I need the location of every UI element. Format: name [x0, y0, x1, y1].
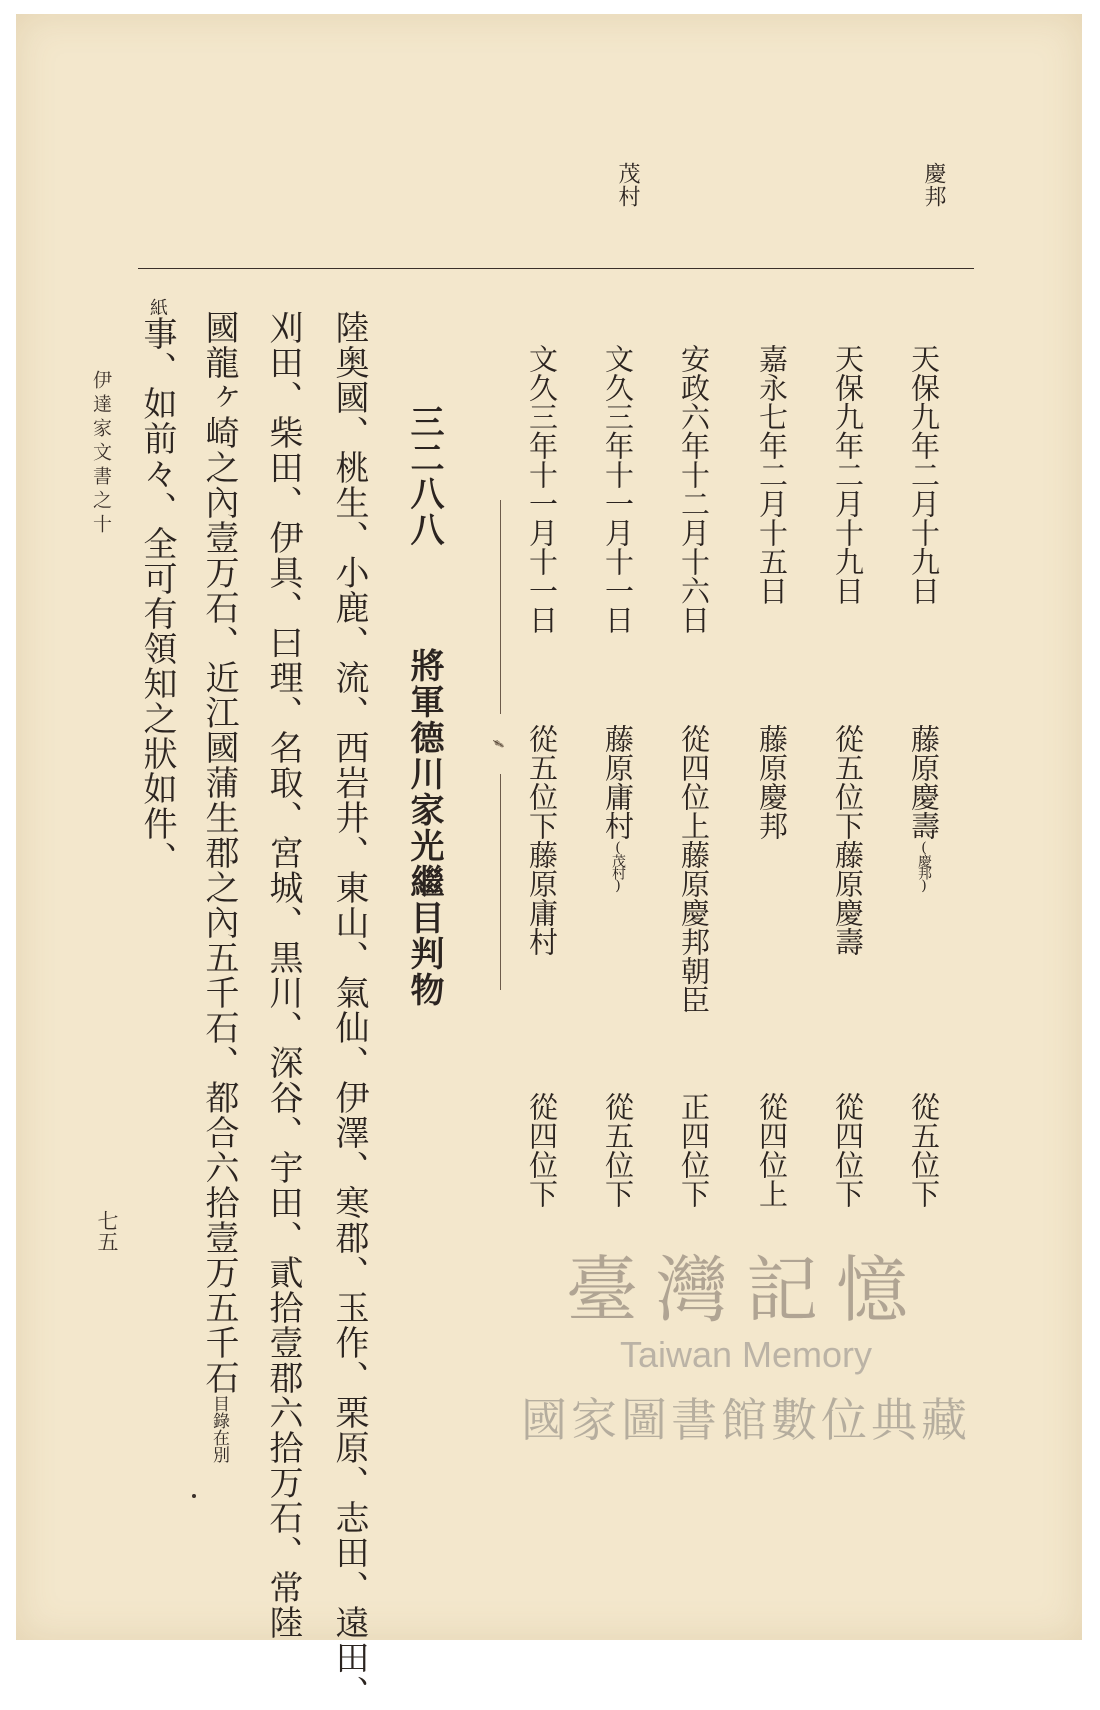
- document-heading: [400, 404, 449, 1008]
- entry-name: 藤原慶邦: [755, 724, 789, 840]
- divider-ornament: ⸙: [490, 714, 510, 774]
- entry-name: 從五位下藤原慶壽: [831, 724, 865, 956]
- entry-rank: 從四位下: [525, 1092, 559, 1208]
- inline-note: 目錄在別: [209, 1395, 229, 1463]
- page-number: 七五: [95, 1210, 119, 1252]
- watermark-institution: 國家圖書館數位典藏: [521, 1394, 971, 1446]
- entry-rank: 正四位下: [677, 1092, 711, 1208]
- entry-date: 天保九年二月十九日: [907, 344, 941, 605]
- entry-rank: 從五位下: [601, 1092, 635, 1208]
- watermark: [486, 1232, 1006, 1452]
- entry-rank: 從五位下: [907, 1092, 941, 1208]
- header-rule: [138, 268, 974, 269]
- entry-date: 安政六年十二月十六日: [677, 344, 711, 634]
- book-title: 伊達家文書之十: [90, 370, 112, 538]
- document-title: 將軍德川家光繼目判物: [404, 648, 444, 1008]
- entry-note: (慶邦): [916, 840, 932, 892]
- entry-name: 從四位上藤原慶邦朝臣: [677, 724, 711, 1014]
- entry-name: 藤原慶壽(慶邦): [907, 724, 941, 892]
- entry-date: 文久三年十一月十一日: [601, 344, 635, 634]
- ink-dot: [192, 1494, 196, 1498]
- entry-date: 文久三年十一月十一日: [525, 344, 559, 634]
- watermark-english: Taiwan Memory: [619, 1334, 873, 1375]
- entry-name: 從五位下藤原庸村: [525, 724, 559, 956]
- document-line: 紙事、如前々、全可有領知之狀如件、: [137, 298, 177, 876]
- entry-name: 藤原庸村(茂村): [601, 724, 635, 892]
- header-name-right: 慶邦: [921, 162, 946, 208]
- entry-rank: 從四位上: [755, 1092, 789, 1208]
- book-page: [16, 14, 1082, 1710]
- document-line: 刈田、柴田、伊具、曰理、名取、宮城、黒川、深谷、宇田、貳拾壹郡六拾万石、常陸: [263, 310, 303, 1640]
- document-line: 陸奥國、桃生、小鹿、流、西岩井、東山、氣仙、伊澤、寒郡、玉作、栗原、志田、遠田、: [329, 310, 369, 1710]
- document-number: 三二八八: [404, 404, 444, 548]
- line-note: 紙: [147, 298, 168, 316]
- header-name-left: 茂村: [615, 162, 640, 208]
- entry-date: 天保九年二月十九日: [831, 344, 865, 605]
- entry-rank: 從四位下: [831, 1092, 865, 1208]
- document-line: 國龍ヶ崎之內壹万石、近江國蒲生郡之內五千石、都合六拾壹万五千石目錄在別: [199, 310, 239, 1463]
- watermark-logo: 臺灣記憶: [565, 1248, 926, 1332]
- entry-note: (茂村): [610, 840, 626, 892]
- entry-date: 嘉永七年二月十五日: [755, 344, 789, 605]
